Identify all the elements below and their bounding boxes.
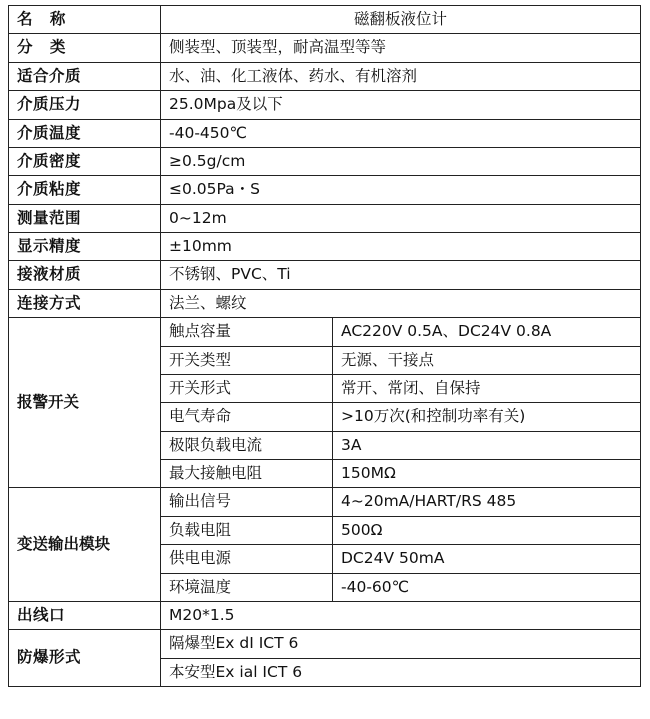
row-value: 侧装型、顶装型，耐高温型等等 xyxy=(161,34,641,62)
row-label: 介质粘度 xyxy=(9,176,161,204)
table-row xyxy=(9,289,641,317)
sub-row-value: -40-60℃ xyxy=(333,573,641,601)
row-value: 法兰、螺纹 xyxy=(161,289,641,317)
row-label: 介质压力 xyxy=(9,91,161,119)
row-value: 水、油、化工液体、药水、有机溶剂 xyxy=(161,62,641,90)
sub-row-value: 隔爆型Ex dI ICT 6 xyxy=(161,630,641,658)
row-value: 磁翻板液位计 xyxy=(161,6,641,34)
table-row xyxy=(9,34,641,62)
sub-row-value: 500Ω xyxy=(333,516,641,544)
group-label-transmitter-module: 变送输出模块 xyxy=(9,488,161,602)
table-row xyxy=(9,261,641,289)
row-label: 分 类 xyxy=(9,34,161,62)
sub-row-value: 4~20mA/HART/RS 485 xyxy=(333,488,641,516)
table-row xyxy=(9,601,641,629)
sub-row-label: 开关形式 xyxy=(161,374,333,402)
sub-row-value: 常开、常闭、自保持 xyxy=(333,374,641,402)
sub-row-value: 150MΩ xyxy=(333,460,641,488)
sub-row-value: 无源、干接点 xyxy=(333,346,641,374)
table-row xyxy=(9,119,641,147)
sub-row-label: 开关类型 xyxy=(161,346,333,374)
sub-row-label: 电气寿命 xyxy=(161,403,333,431)
sub-row-value: AC220V 0.5A、DC24V 0.8A xyxy=(333,318,641,346)
specification-table xyxy=(8,5,641,687)
sub-row-value: 3A xyxy=(333,431,641,459)
row-value: -40-450℃ xyxy=(161,119,641,147)
table-row xyxy=(9,630,641,658)
table-row xyxy=(9,233,641,261)
row-label: 接液材质 xyxy=(9,261,161,289)
sub-row-value: DC24V 50mA xyxy=(333,545,641,573)
table-row xyxy=(9,176,641,204)
row-label: 显示精度 xyxy=(9,233,161,261)
sub-row-label: 输出信号 xyxy=(161,488,333,516)
table-row xyxy=(9,204,641,232)
sub-row-label: 极限负载电流 xyxy=(161,431,333,459)
row-value: ≥0.5g/cm xyxy=(161,147,641,175)
sub-row-label: 环境温度 xyxy=(161,573,333,601)
table-row xyxy=(9,488,641,516)
table-row xyxy=(9,147,641,175)
row-label: 测量范围 xyxy=(9,204,161,232)
table-row xyxy=(9,318,641,346)
sub-row-label: 负载电阻 xyxy=(161,516,333,544)
row-value: 不锈钢、PVC、Ti xyxy=(161,261,641,289)
row-label: 连接方式 xyxy=(9,289,161,317)
row-value: M20*1.5 xyxy=(161,601,641,629)
sub-row-label: 触点容量 xyxy=(161,318,333,346)
table-row xyxy=(9,6,641,34)
row-label: 介质温度 xyxy=(9,119,161,147)
row-value: 0~12m xyxy=(161,204,641,232)
sub-row-value: 本安型Ex ial ICT 6 xyxy=(161,658,641,686)
row-label: 名 称 xyxy=(9,6,161,34)
table-body xyxy=(9,6,641,687)
group-label-explosion-proof: 防爆形式 xyxy=(9,630,161,687)
table-row xyxy=(9,62,641,90)
row-value: ≤0.05Pa・S xyxy=(161,176,641,204)
row-label: 介质密度 xyxy=(9,147,161,175)
sub-row-label: 最大接触电阻 xyxy=(161,460,333,488)
row-label: 出线口 xyxy=(9,601,161,629)
row-label: 适合介质 xyxy=(9,62,161,90)
sub-row-value: >10万次(和控制功率有关) xyxy=(333,403,641,431)
sub-row-label: 供电电源 xyxy=(161,545,333,573)
table-row xyxy=(9,91,641,119)
row-value: 25.0Mpa及以下 xyxy=(161,91,641,119)
row-value: ±10mm xyxy=(161,233,641,261)
group-label-alarm-switch: 报警开关 xyxy=(9,318,161,488)
